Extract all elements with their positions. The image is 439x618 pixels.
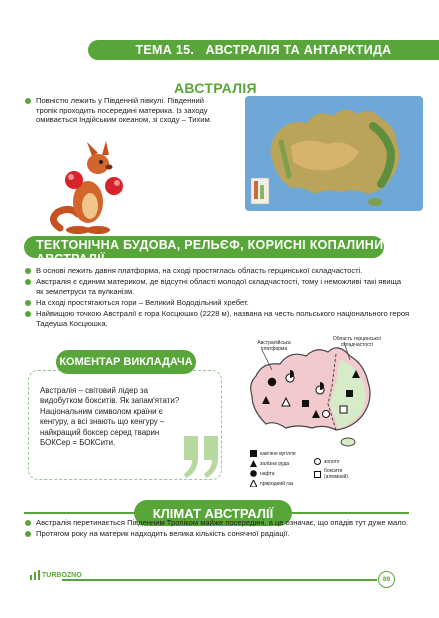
australia-physical-map (245, 96, 423, 211)
bullet-dot (25, 279, 31, 285)
list-item: В основі лежить давня платформа, на сході простяглась область герцинської складчастості. (24, 266, 410, 276)
kangaroo-boxer-illustration (38, 140, 134, 236)
bars-icon (30, 570, 40, 580)
bullet-dot (25, 98, 31, 104)
section-title-tectonic: ТЕКТОНІЧНА БУДОВА, РЕЛЬЄФ, КОРИСНІ КОПАЛИНИ АВСТРАЛІЇ (36, 238, 384, 266)
teacher-comment-title: КОМЕНТАР ВИКЛАДАЧА (56, 350, 196, 374)
bullet-dot (25, 311, 31, 317)
bullet-dot (25, 300, 31, 306)
legend-item-gas: природний газ (250, 480, 293, 487)
quote-icon (180, 436, 222, 480)
bullet-dot (25, 268, 31, 274)
list-item: Протягом року на материк надходить велика кількість сонячної радіації. (24, 529, 410, 539)
page-number: 89 (378, 571, 395, 588)
gas-icon (250, 480, 257, 487)
legend-item-iron: залізна руда (250, 460, 289, 467)
list-item: На сході простягаються гори – Великий Вододільний хребет. (24, 298, 410, 308)
brand-logo (30, 570, 82, 580)
section-title-australia: АВСТРАЛІЯ (174, 80, 257, 96)
list-item: Найвищою точкою Австралії є гора Косцюшко (2228 м), названа на честь польського національного героя Тадеуша Косцюшка. (24, 309, 410, 328)
gold-icon (314, 458, 321, 465)
topic-header (88, 40, 439, 60)
bullet-dot (25, 520, 31, 526)
brand-name: TURBOZNO (42, 571, 82, 579)
australia-bullets (24, 96, 214, 126)
map-legend (250, 450, 400, 490)
legend-item-coal: кам'яне вугілля (250, 450, 296, 457)
map-label-platform: Австралійська платформа (257, 340, 291, 352)
footer-line (62, 579, 377, 581)
iron-ore-icon (250, 460, 257, 467)
bauxite-icon (314, 471, 321, 478)
tectonic-bullets (24, 266, 410, 330)
list-item: Австралія перетинається Південним Тропіком майже посередині, а це означає, що опадів тут дуже мало. (24, 518, 410, 528)
bullet-dot (25, 531, 31, 537)
oil-icon (250, 470, 257, 477)
list-item: Повністю лежить у Південній півкулі. Південний тропік проходить посередині материка. Із заходу омивається Індійським океаном, зі сходу – Тихим. (24, 96, 214, 125)
teacher-comment-text: Австралія – світовий лідер за видобутком бокситів. Як запам'ятати? Національним символом країни є кенгуру, а всі знають що кенгуру – найкращий боксер серед тварин БОКСер = БОКСити. (40, 386, 180, 448)
list-item: Австралія є єдиним материком, де відсутні області молодої складчастості, тому і неможливі такі явища як землетруси та вулканізм. (24, 277, 410, 296)
legend-item-bauxite: боксити (алюміній) (314, 468, 364, 480)
legend-item-gold: золото (314, 458, 340, 465)
topic-title: ТЕМА 15. АВСТРАЛІЯ ТА АНТАРКТИДА (135, 43, 392, 57)
coal-icon (250, 450, 257, 457)
map-label-hercynian: Область герцинської складчастості (332, 336, 382, 348)
section-title-climate: КЛІМАТ АВСТРАЛІЇ (134, 500, 292, 526)
climate-bullets (24, 518, 410, 540)
legend-item-oil: нафта (250, 470, 275, 477)
